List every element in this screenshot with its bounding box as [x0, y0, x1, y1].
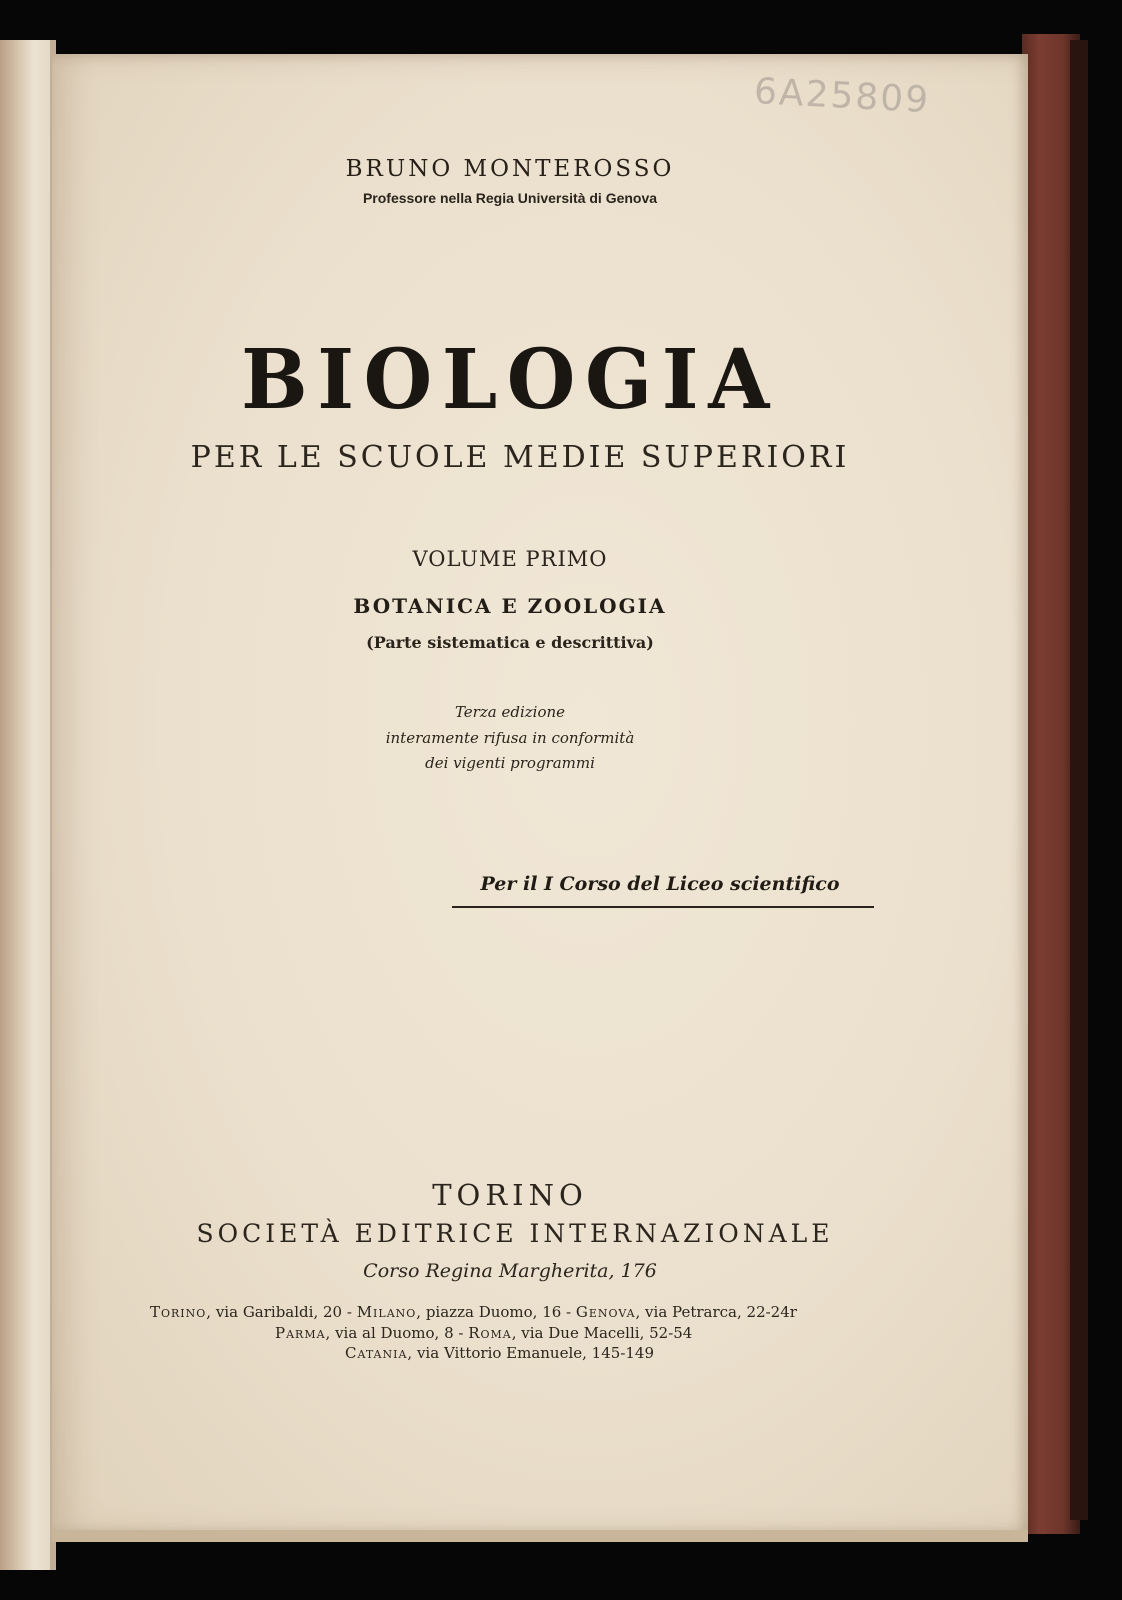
section-note: (Parte sistematica e descrittiva) [366, 633, 654, 652]
branch-address: , via Garibaldi, 20 - [206, 1303, 357, 1321]
branch-address: , via Vittorio Emanuele, 145-149 [407, 1344, 655, 1362]
left-binding [0, 40, 56, 1570]
course-underline [452, 906, 874, 908]
publisher-address: Corso Regina Margherita, 176 [363, 1260, 657, 1282]
section-title: BOTANICA E ZOOLOGIA [353, 594, 667, 618]
author-title: Professore nella Regia Università di Genova [362, 190, 658, 206]
branch-city: Genova [575, 1303, 636, 1321]
author-name: BRUNO MONTEROSSO [345, 156, 675, 182]
pencil-note: 6A25809 [753, 71, 932, 122]
branch-address: , via Petrarca, 22-24r [635, 1303, 797, 1321]
branches-line [150, 1303, 797, 1321]
book-subtitle: PER LE SCUOLE MEDIE SUPERIORI [190, 440, 850, 475]
edition-line: Terza edizione [454, 703, 566, 721]
course-label: Per il I Corso del Liceo scientifico [480, 873, 840, 895]
volume-label: VOLUME PRIMO [412, 547, 608, 571]
branch-city: Torino [150, 1303, 207, 1321]
branch-address: , via Due Macelli, 52-54 [511, 1324, 693, 1342]
branch-city: Roma [468, 1324, 512, 1342]
page-bottom-edge [52, 1530, 1028, 1542]
branch-address: , via al Duomo, 8 - [325, 1324, 469, 1342]
branches-line [345, 1344, 654, 1362]
branch-address: , piazza Duomo, 16 - [416, 1303, 576, 1321]
branches-line [275, 1324, 692, 1342]
imprint-city: TORINO [432, 1178, 588, 1212]
book-title: BIOLOGIA [241, 332, 779, 428]
edition-line: dei vigenti programmi [425, 754, 595, 772]
right-cover-edge [1070, 40, 1088, 1520]
branch-city: Parma [275, 1324, 326, 1342]
branch-city: Milano [356, 1303, 417, 1321]
publisher-name: SOCIETÀ EDITRICE INTERNAZIONALE [196, 1219, 834, 1248]
branch-city: Catania [345, 1344, 408, 1362]
edition-line: interamente rifusa in conformità [385, 729, 635, 747]
